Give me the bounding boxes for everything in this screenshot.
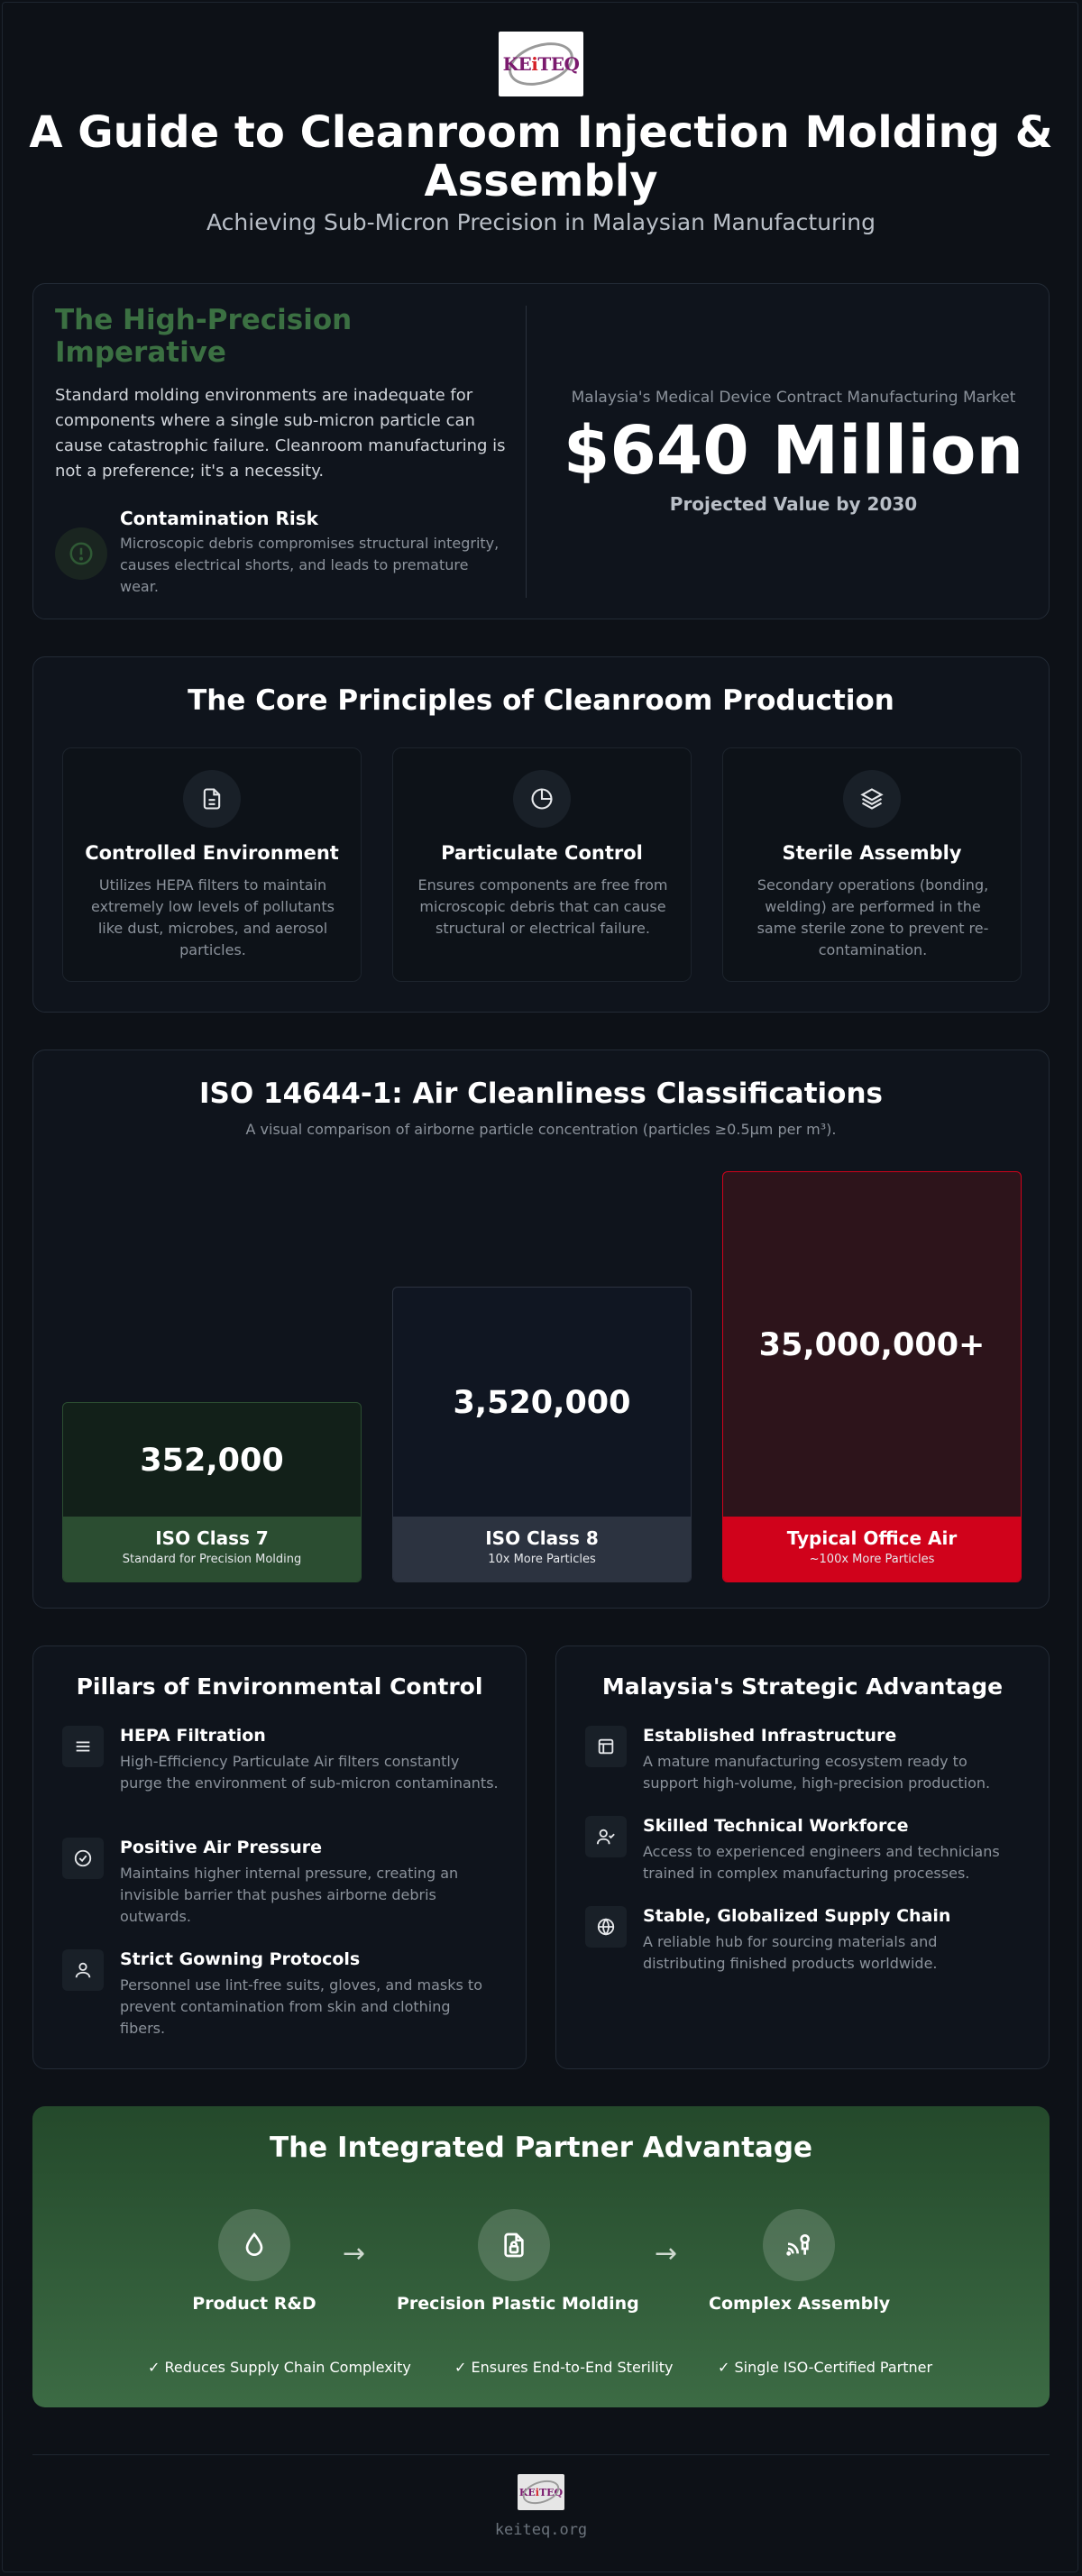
pillars-title: Pillars of Environmental Control: [76, 1673, 483, 1700]
user-check-icon: [585, 1816, 627, 1857]
principle-card: [392, 747, 692, 982]
advantage-title-item: Stable, Globalized Supply Chain: [643, 1906, 951, 1926]
bar-category-label: ISO Class 8: [485, 1526, 599, 1549]
bar-category-footer: [723, 1517, 1021, 1581]
principle-body: Utilizes HEPA filters to maintain extremely low levels of pollutants like dust, microbes, and aerosol particles.: [91, 876, 335, 958]
advantage-card: [555, 1646, 1050, 2069]
partner-check: ✓ Single ISO-Certified Partner: [718, 2359, 933, 2376]
partner-step-label: Product R&D: [192, 2294, 316, 2314]
partner-title: The Integrated Partner Advantage: [269, 2131, 813, 2164]
imperative-body: Standard molding environments are inadequate for components where a single sub-micron particle can cause catastrophic failure. Cleanroom manufacturing is not a preference; it's a necessity.: [55, 386, 506, 481]
chart-bar: [392, 1287, 692, 1582]
logo-swoosh: [519, 2476, 562, 2508]
advantage-title-item: Skilled Technical Workforce: [643, 1816, 909, 1836]
chart-bar: [62, 1402, 362, 1582]
pillar-title: HEPA Filtration: [120, 1726, 266, 1746]
layout-icon: [585, 1726, 627, 1767]
bar-description-label: 10x More Particles: [488, 1552, 596, 1566]
card-divider: [526, 306, 527, 598]
market-value: $640 Million: [563, 412, 1024, 490]
partner-card: [32, 2106, 1050, 2407]
pie-chart-icon: [513, 770, 571, 828]
document-icon: [183, 770, 241, 828]
bar-category-label: ISO Class 7: [155, 1527, 269, 1549]
iso-chart-card: [32, 1050, 1050, 1609]
market-subtext: Projected Value by 2030: [669, 493, 918, 515]
arrow-right-icon: →: [343, 2238, 366, 2269]
pillar-body: Maintains higher internal pressure, creating an invisible barrier that pushes airborne debris outwards.: [120, 1865, 459, 1925]
advantage-title-item: Established Infrastructure: [643, 1726, 897, 1746]
layers-icon: [843, 770, 901, 828]
globe-icon: [585, 1906, 627, 1948]
advantage-body: A mature manufacturing ecosystem ready to support high-volume, high-precision production.: [643, 1753, 991, 1792]
risk-body: Microscopic debris compromises structural integrity, causes electrical shorts, and leads to premature wear.: [120, 535, 500, 595]
footer-logo[interactable]: [518, 2474, 564, 2510]
assembly-icon: [763, 2209, 835, 2281]
menu-icon: [62, 1726, 104, 1767]
principle-title: Particulate Control: [441, 842, 643, 864]
bar-value-label: 352,000: [140, 1443, 284, 1479]
pillars-card: [32, 1646, 527, 2069]
principles-card: [32, 656, 1050, 1013]
chart-bar: [722, 1171, 1022, 1582]
chart-title: ISO 14644-1: Air Cleanliness Classifications: [199, 1077, 883, 1110]
logo-wordmark: KEiTEQ: [518, 2486, 564, 2498]
chart-subtitle: A visual comparison of airborne particle concentration (particles ≥0.5µm per m³).: [245, 1121, 837, 1138]
pillar-title: Positive Air Pressure: [120, 1838, 323, 1857]
risk-title: Contamination Risk: [120, 508, 318, 529]
partner-check: ✓ Reduces Supply Chain Complexity: [148, 2359, 411, 2376]
arrow-right-icon: →: [655, 2238, 678, 2269]
footer-url[interactable]: keiteq.org: [494, 2521, 588, 2539]
advantage-body: A reliable hub for sourcing materials and distributing finished products worldwide.: [643, 1933, 938, 1972]
file-lock-icon: [478, 2209, 550, 2281]
principle-card: [62, 747, 362, 982]
principles-title: The Core Principles of Cleanroom Production: [188, 684, 894, 717]
principle-body: Ensures components are free from microscopic debris that can cause structural or electrical failure.: [417, 876, 668, 937]
principle-title: Controlled Environment: [85, 842, 339, 864]
market-label: Malaysia's Medical Device Contract Manufacturing Market: [571, 389, 1016, 407]
pillar-body: High-Efficiency Particulate Air filters constantly purge the environment of sub-micron contaminants.: [120, 1753, 499, 1792]
logo-wordmark: KEiTEQ: [502, 53, 580, 75]
page-subtitle: Achieving Sub-Micron Precision in Malaysian Manufacturing: [206, 209, 876, 235]
footer-divider: [32, 2454, 1050, 2455]
bar-category-footer: [63, 1517, 361, 1581]
imperative-card: [32, 283, 1050, 619]
bar-category-label: Typical Office Air: [786, 1527, 958, 1549]
bar-description-label: Standard for Precision Molding: [122, 1553, 302, 1566]
alert-circle-icon: [55, 527, 107, 580]
advantage-body: Access to experienced engineers and technicians trained in complex manufacturing processes.: [643, 1843, 1000, 1882]
page-title: A Guide to Cleanroom Injection Molding & Assembly: [29, 107, 1053, 206]
partner-step-label: Precision Plastic Molding: [397, 2294, 639, 2314]
principle-body: Secondary operations (bonding, welding) are performed in the same sterile zone to prevent re-contamination.: [756, 876, 989, 958]
partner-check: ✓ Ensures End-to-End Sterility: [454, 2359, 674, 2376]
user-icon: [62, 1949, 104, 1991]
partner-step-label: Complex Assembly: [709, 2294, 891, 2314]
bar-description-label: ~100x More Particles: [809, 1553, 935, 1566]
pillar-body: Personnel use lint-free suits, gloves, and masks to prevent contamination from skin and clothing fibers.: [120, 1976, 482, 2037]
imperative-heading: The High-Precision Imperative: [55, 304, 353, 369]
droplet-icon: [218, 2209, 290, 2281]
pillar-title: Strict Gowning Protocols: [120, 1949, 361, 1969]
principle-card: [722, 747, 1022, 982]
advantage-title: Malaysia's Strategic Advantage: [601, 1673, 1004, 1700]
company-logo: [499, 32, 583, 96]
check-circle-icon: [62, 1838, 104, 1879]
principle-title: Sterile Assembly: [782, 842, 962, 864]
bar-value-label: 3,520,000: [453, 1384, 631, 1421]
bar-category-footer: [393, 1517, 691, 1581]
bar-value-label: 35,000,000+: [758, 1327, 986, 1363]
